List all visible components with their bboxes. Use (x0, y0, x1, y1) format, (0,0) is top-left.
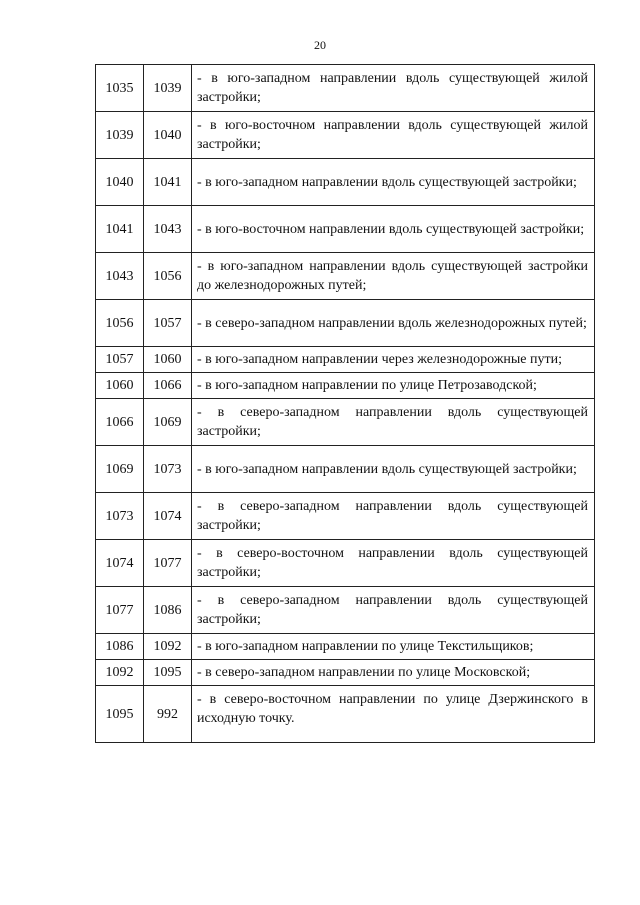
direction-description: - в юго-западном направлении по улице Петрозаводской; (192, 373, 595, 399)
point-to: 1056 (144, 253, 192, 300)
point-to: 1041 (144, 159, 192, 206)
point-to: 1039 (144, 65, 192, 112)
point-to: 1040 (144, 112, 192, 159)
point-from: 1040 (96, 159, 144, 206)
direction-description: - в северо-восточном направлении по улице Дзержинского в исходную точку. (192, 686, 595, 743)
table-row (96, 446, 595, 493)
direction-description: - в юго-восточном направлении вдоль существующей застройки; (192, 206, 595, 253)
point-from: 1092 (96, 660, 144, 686)
point-to: 1095 (144, 660, 192, 686)
direction-description: - в северо-западном направлении вдоль существующей застройки; (192, 587, 595, 634)
table-row (96, 587, 595, 634)
direction-description: - в юго-западном направлении через железнодорожные пути; (192, 347, 595, 373)
page-number: 20 (314, 38, 326, 52)
table-row (96, 300, 595, 347)
point-to: 1073 (144, 446, 192, 493)
point-to: 1043 (144, 206, 192, 253)
point-to: 1060 (144, 347, 192, 373)
table-row (96, 493, 595, 540)
table-row (96, 540, 595, 587)
point-to: 1069 (144, 399, 192, 446)
point-from: 1095 (96, 686, 144, 743)
table-row (96, 159, 595, 206)
point-from: 1069 (96, 446, 144, 493)
table-row (96, 634, 595, 660)
table-row (96, 373, 595, 399)
direction-description: - в северо-восточном направлении вдоль существующей застройки; (192, 540, 595, 587)
point-from: 1066 (96, 399, 144, 446)
direction-description: - в северо-западном направлении вдоль существующей застройки; (192, 399, 595, 446)
point-from: 1035 (96, 65, 144, 112)
table-row (96, 686, 595, 743)
direction-description: - в юго-западном направлении по улице Текстильщиков; (192, 634, 595, 660)
table-row (96, 660, 595, 686)
direction-description: - в юго-западном направлении вдоль существующей застройки до железнодорожных путей; (192, 253, 595, 300)
direction-description: - в юго-западном направлении вдоль существующей застройки; (192, 159, 595, 206)
point-from: 1057 (96, 347, 144, 373)
point-to: 1086 (144, 587, 192, 634)
point-to: 1066 (144, 373, 192, 399)
direction-description: - в юго-западном направлении вдоль существующей застройки; (192, 446, 595, 493)
direction-description: - в северо-западном направлении вдоль существующей застройки; (192, 493, 595, 540)
table-row (96, 206, 595, 253)
table-row (96, 347, 595, 373)
point-from: 1060 (96, 373, 144, 399)
table-row (96, 399, 595, 446)
point-from: 1073 (96, 493, 144, 540)
table-row (96, 112, 595, 159)
point-to: 1077 (144, 540, 192, 587)
direction-description: - в юго-восточном направлении вдоль существующей жилой застройки; (192, 112, 595, 159)
point-to: 1057 (144, 300, 192, 347)
boundary-points-table (95, 64, 595, 743)
direction-description: - в северо-западном направлении вдоль железнодорожных путей; (192, 300, 595, 347)
point-to: 992 (144, 686, 192, 743)
point-from: 1041 (96, 206, 144, 253)
point-to: 1074 (144, 493, 192, 540)
point-from: 1074 (96, 540, 144, 587)
point-from: 1043 (96, 253, 144, 300)
table-row (96, 253, 595, 300)
direction-description: - в юго-западном направлении вдоль существующей жилой застройки; (192, 65, 595, 112)
point-to: 1092 (144, 634, 192, 660)
point-from: 1086 (96, 634, 144, 660)
direction-description: - в северо-западном направлении по улице Московской; (192, 660, 595, 686)
point-from: 1056 (96, 300, 144, 347)
point-from: 1077 (96, 587, 144, 634)
point-from: 1039 (96, 112, 144, 159)
table-row (96, 65, 595, 112)
